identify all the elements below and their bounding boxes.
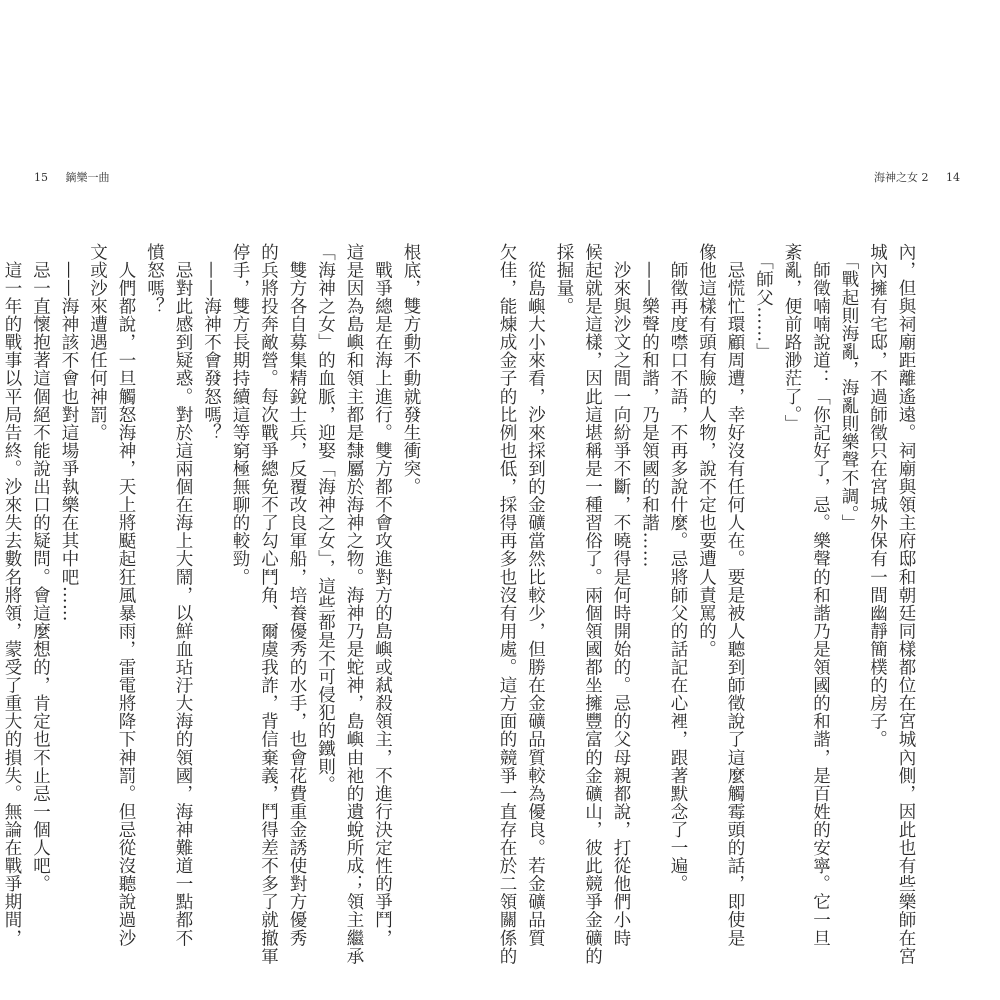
- right-page-header: [874, 171, 960, 185]
- body-line: 的兵將投奔敵營。每次戰爭總免不了勾心鬥角、爾虞我詐，背信棄義，鬥得差不多了就撤軍: [258, 243, 279, 965]
- body-line: 紊亂，便前路渺茫了。」: [782, 243, 802, 433]
- right-page-number: 14: [946, 171, 960, 184]
- body-line: ——海神該不會也對這場爭執樂在其中吧……: [59, 243, 79, 623]
- body-line: 城內擁有宅邸，不過師徵只在宮城外保有一間幽靜簡樸的房子。: [867, 243, 888, 749]
- body-line: 「戰起則海亂，海亂則樂聲不調。」: [839, 243, 859, 533]
- body-line: 憤怒嗎？: [144, 243, 165, 316]
- body-line: 文或沙來遭遇任何神罰。: [87, 243, 108, 442]
- right-running-title: 海神之女 2: [874, 171, 929, 184]
- body-line: 採掘量。: [554, 243, 574, 316]
- body-line: 人們都說，一旦觸怒海神，天上將颳起狂風暴雨，雷電將降下神罰。但忌從沒聽說過沙: [116, 243, 136, 947]
- body-line: 停手，雙方長期持續這等窮極無聊的較勁。: [230, 243, 250, 586]
- body-line: 這是因為島嶼和領主都是隸屬於海神之物。海神乃是蛇神，島嶼由祂的遺蛻所成；領主繼承: [344, 243, 364, 965]
- body-line: 內，但與祠廟距離遙遠。祠廟與領主府邸和朝廷同樣都位在宮城內側，因此也有些樂師在宮: [896, 243, 916, 965]
- body-line: 候起就是這樣，因此這堪稱是一種習俗了。兩個領國都坐擁豐富的金礦山，彼此競爭金礦的: [582, 243, 603, 965]
- left-page-header: [34, 171, 110, 185]
- body-line: 雙方各自募集精銳士兵，反覆改良軍船，培養優秀的水手，也會花費重金誘使對方優秀: [287, 243, 307, 947]
- body-line: 「海神之女」的血脈，迎娶「海神之女」，這些都是不可侵犯的鐵則。: [315, 243, 336, 794]
- body-line: 從島嶼大小來看，沙來採到的金礦當然比較少，但勝在金礦品質較為優良。若金礦品質: [525, 243, 546, 947]
- left-running-title: 鏑樂一曲: [65, 171, 110, 184]
- left-page-number: 15: [34, 171, 48, 184]
- body-line: ——海神不會發怒嗎？: [201, 243, 222, 442]
- body-line: 戰爭總是在海上進行。雙方都不會攻進對方的島嶼或弒殺領主，不進行決定性的爭鬥，: [372, 243, 393, 947]
- left-page-text: [2, 243, 425, 965]
- body-line: 忌對此感到疑惑。對於這兩個在海上大鬧，以鮮血玷汙大海的領國，海神難道一點都不: [173, 243, 193, 947]
- body-line: 忌一直懷抱著這個絕不能說出口的疑問。會這麼想的，肯定也不止忌一個人吧。: [30, 243, 51, 893]
- right-page-text: [497, 243, 920, 965]
- body-line: 欠佳，能煉成金子的比例也低，採得再多也沒有用處。這方面的競爭一直存在於二領關係的: [497, 243, 517, 965]
- body-line: 「師父……」: [753, 243, 774, 361]
- body-line: 這一年的戰事以平局告終。沙來失去數名將領，蒙受了重大的損失。無論在戰爭期間，: [2, 243, 22, 947]
- body-line: 沙來與沙文之間一向紛爭不斷，不曉得是何時開始的。忌的父母親都說，打從他們小時: [611, 243, 631, 947]
- body-line: 師徵喃喃說道：「你記好了，忌。樂聲的和諧乃是領國的和諧，是百姓的安寧。它一旦: [810, 243, 831, 947]
- body-line: 忌慌忙環顧周遭，幸好沒有任何人在。要是被人聽到師徵說了這麼觸霉頭的話，即使是: [725, 243, 745, 947]
- body-line: ——樂聲的和諧，乃是領國的和諧……: [639, 243, 660, 568]
- body-line: 像他這樣有頭有臉的人物，說不定也要遭人責罵的。: [696, 243, 717, 659]
- body-line: 根底，雙方動不動就發生衝突。: [401, 243, 421, 496]
- body-line: 師徵再度噤口不語，不再多說什麼。忌將師父的話記在心裡，跟著默念了一遍。: [668, 243, 688, 893]
